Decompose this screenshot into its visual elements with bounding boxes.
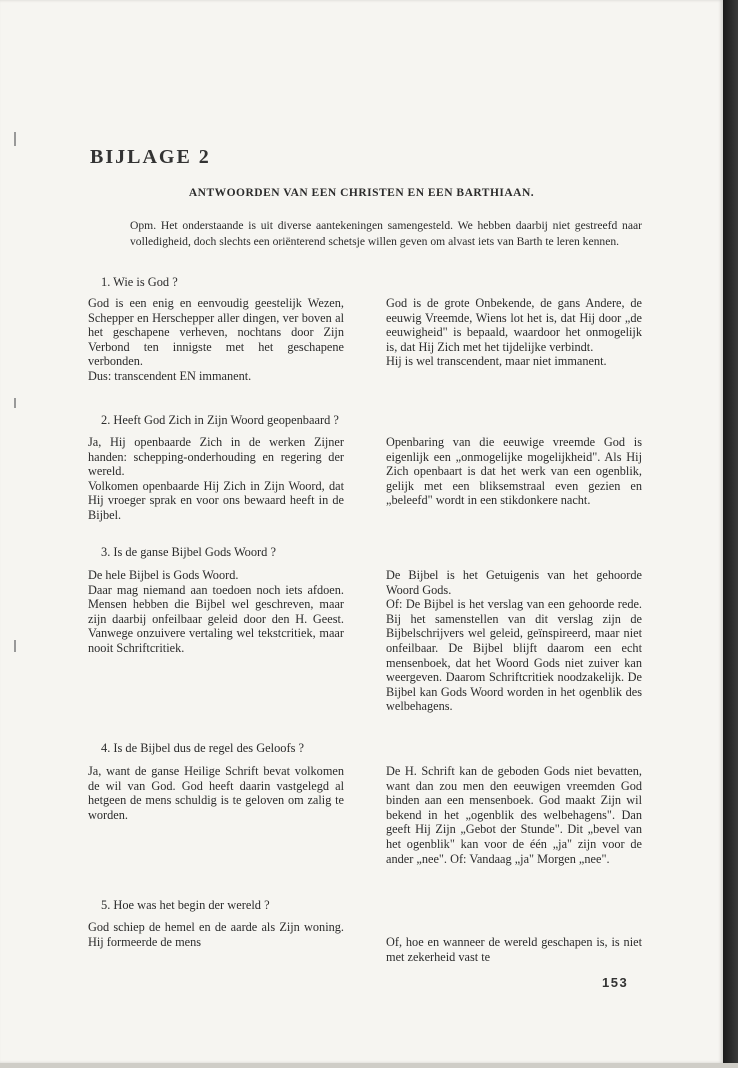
page-number: 153 [602, 975, 629, 990]
christian-answer-1 [88, 296, 344, 384]
margin-mark [14, 640, 16, 652]
barthian-answer-5 [386, 935, 642, 964]
answer-paragraph: Of: De Bijbel is het verslag van een gehoorde rede. Bij het samenstellen van dit verslag zijn de Bijbelschrijvers wel geleid, geïnspireerd, maar niet onfeilbaar. De Bijbel blijft daarom een echt mensenboek, dat het Woord Gods niet zuiver kan weergeven. Daarom Schriftcritiek noodzakelijk. De Bijbel kan Gods Woord worden in het ogenblik des welbehagens. [386, 597, 642, 714]
christian-answer-4 [88, 764, 344, 822]
christian-answer-2 [88, 435, 344, 523]
question-4: 4. Is de Bijbel dus de regel des Geloofs ? [101, 741, 305, 755]
page-edge-shadow [723, 0, 738, 1068]
question-5: 5. Hoe was het begin der wereld ? [101, 898, 270, 912]
margin-mark [14, 398, 16, 408]
answer-paragraph: Of, hoe en wanneer de wereld geschapen is, is niet met zekerheid vast te [386, 935, 642, 964]
answer-paragraph: Openbaring van die eeuwige vreemde God is eigenlijk een „onmogelijke mogelijkheid". Als Hij Zich openbaart is dat het werk van een ogenblik, gelijk met een bliksemstraal even gezien en „beleefd" wordt in een stikdonkere nacht. [386, 435, 642, 508]
answer-paragraph: De Bijbel is het Getuigenis van het gehoorde Woord Gods. [386, 568, 642, 597]
answer-paragraph: De H. Schrift kan de geboden Gods niet bevatten, want dan zou men den eeuwigen vreemden God binden aan een mensenboek. God maakt Zijn wil bekend in het „ogenblik des welbehagens". Dan geeft Hij Zijn „Gebot der Stunde". Dit „bevel van het ogenblik" kan voor de één „ja" zijn voor de ander „nee". Of: Vandaag „ja" Morgen „nee". [386, 764, 642, 866]
christian-answer-5 [88, 920, 344, 949]
answer-paragraph: De hele Bijbel is Gods Woord. [88, 568, 239, 582]
barthian-answer-3 [386, 568, 642, 714]
answer-paragraph: Dus: transcendent EN immanent. [88, 368, 252, 383]
question-3: 3. Is de ganse Bijbel Gods Woord ? [101, 545, 276, 559]
section-title: ANTWOORDEN VAN EEN CHRISTEN EN EEN BARTHIAAN. [188, 187, 535, 199]
appendix-title: BIJLAGE 2 [90, 146, 211, 168]
barthian-answer-4 [386, 764, 642, 866]
question-2: 2. Heeft God Zich in Zijn Woord geopenbaard ? [101, 413, 339, 427]
barthian-answer-1 [386, 296, 642, 369]
answer-paragraph: God is een enig en eenvoudig geestelijk Wezen, Schepper en Herschepper aller dingen, ver boven al het geschapene verheven, nochtans door Zijn Verbond ten innigste met het geschapene verbonden. [88, 296, 344, 369]
answer-paragraph: Hij is wel transcendent, maar niet immanent. [386, 354, 607, 369]
answer-paragraph: God schiep de hemel en de aarde als Zijn woning. Hij formeerde de mens [88, 920, 344, 949]
answer-paragraph: God is de grote Onbekende, de gans Andere, de eeuwig Vreemde, Wiens lot het is, dat Hij door „de eeuwigheid" is bepaald, waardoor het onmogelijk is, dat Hij Zich met het tijdelijke verbindt. [386, 296, 642, 354]
christian-answer-3 [88, 568, 344, 656]
answer-paragraph: Daar mag niemand aan toedoen noch iets afdoen. Mensen hebben die Bijbel wel geschreven, maar zijn daarbij onfeilbaar geleid door den H. Geest. Vanwege onzuivere vertaling wel tekstcritiek, maar nooit Schriftcritiek. [88, 582, 344, 655]
remark-paragraph: Opm. Het onderstaande is uit diverse aantekeningen samengesteld. We hebben daarbij niet gestreefd naar volledigheid, doch slechts een oriënterend schetsje willen geven om alvast iets van Barth te leren kennen. [130, 219, 642, 248]
question-1: 1. Wie is God ? [101, 275, 178, 289]
margin-mark [14, 132, 16, 146]
barthian-answer-2 [386, 435, 642, 508]
answer-paragraph: Ja, Hij openbaarde Zich in de werken Zijner handen: schepping-onderhouding en regering der wereld. [88, 435, 344, 479]
answer-paragraph: Volkomen openbaarde Hij Zich in Zijn Woord, dat Hij vroeger sprak en voor ons bewaard heeft in de Bijbel. [88, 478, 344, 522]
page-bottom-edge [0, 1063, 738, 1068]
answer-paragraph: Ja, want de ganse Heilige Schrift bevat volkomen de wil van God. God heeft daarin vastgelegd al hetgeen de mens schuldig is te geloven om zalig te worden. [88, 764, 344, 822]
